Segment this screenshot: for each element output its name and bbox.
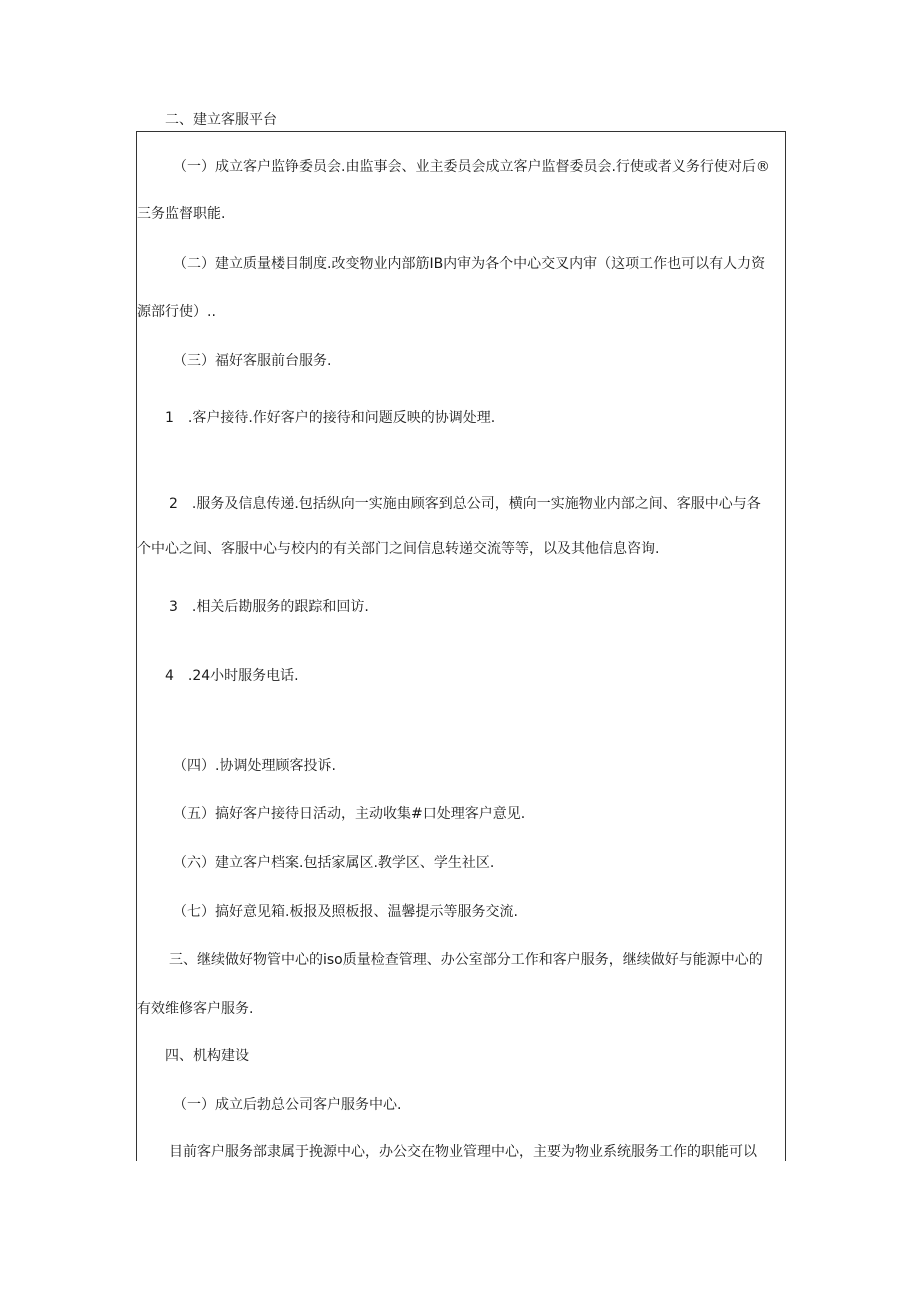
paragraph-line: （一）成立客户监铮委员会.由监事会、业主委员会成立客户监督委员会.行使或者义务行使对后® <box>173 159 770 175</box>
paragraph-line: 2 .服务及信息传递.包括纵向一实施由顾客到总公司，横向一实施物业内部之间、客服中心与各 <box>169 496 761 512</box>
paragraph-line: 有效维修客户服务. <box>137 1001 254 1017</box>
paragraph-line: 三务监督职能. <box>137 206 226 222</box>
paragraph-line: 4 .24小时服务电话. <box>165 668 299 684</box>
paragraph-line: （二）建立质量楼目制度.改变物业内部筋IB内审为各个中心交叉内审（这项工作也可以有人力资 <box>173 256 766 272</box>
paragraph-line: 四、机构建设 <box>165 1048 249 1064</box>
paragraph-line: 3 .相关后勘服务的跟踪和回访. <box>169 599 369 615</box>
paragraph-line: （三）福好客服前台服务. <box>173 353 332 369</box>
section-heading: 二、建立客服平台 <box>165 112 277 128</box>
paragraph-line: （六）建立客户档案.包括家属区.教学区、学生社区. <box>173 855 495 871</box>
paragraph-line: 个中心之间、客服中心与校内的有关部门之间信息转递交流等等，以及其他信息咨询. <box>137 541 660 557</box>
paragraph-line: 源部行使）.. <box>137 304 216 320</box>
paragraph-line: （四）.协调处理顾客投诉. <box>173 758 336 774</box>
paragraph-line: （一）成立后勃总公司客户服务中心. <box>173 1097 402 1113</box>
paragraph-line: 1 .客户接待.作好客户的接待和问题反映的协调处理. <box>165 410 496 426</box>
paragraph-line: 目前客户服务部隶属于挽源中心，办公交在物业管理中心，主要为物业系统服务工作的职能可以 <box>169 1144 757 1160</box>
paragraph-line: （七）搞好意见箱.板报及照板报、温馨提示等服务交流. <box>173 904 518 920</box>
paragraph-line: 三、继续做好物管中心的iso质量检查管理、办公室部分工作和客户服务，继续做好与能源中心的 <box>169 952 763 968</box>
paragraph-line: （五）搞好客户接待日活动，主动收集#口处理客户意见. <box>173 806 526 822</box>
